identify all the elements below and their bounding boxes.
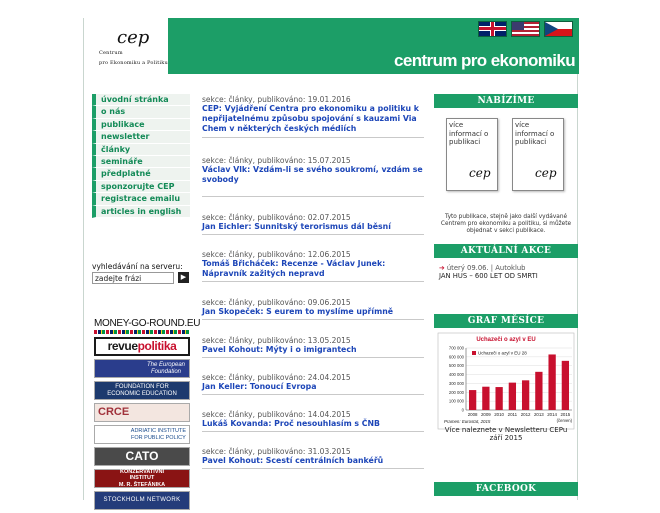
article-meta: sekce: články, publikováno: 12.06.2015 bbox=[202, 250, 351, 259]
chart-x-tick-label: 2015 bbox=[560, 412, 571, 417]
offer-box bbox=[434, 94, 578, 238]
chart-legend-swatch bbox=[472, 351, 476, 355]
cz-flag-icon[interactable] bbox=[544, 21, 573, 37]
arrow-right-icon: ➔ bbox=[439, 264, 445, 272]
chart-y-tick-label: 100 000 bbox=[448, 398, 464, 404]
article-meta: sekce: články, publikováno: 13.05.2015 bbox=[202, 336, 351, 345]
chart-legend-label: Uchazeči o azyl v EU 28 bbox=[478, 350, 527, 356]
event-date: úterý 09.06. | Autoklub bbox=[446, 264, 526, 272]
header bbox=[84, 18, 648, 74]
logo-text bbox=[99, 48, 168, 68]
offer-text: Tyto publikace, stejně jako další vydávané Centrem pro ekonomiku a politiku, si můžete objednat v sekci publikace. bbox=[440, 214, 572, 234]
chart-heading: GRAF MĚSÍCE bbox=[434, 314, 578, 328]
publication-cover[interactable] bbox=[446, 118, 498, 191]
adriatic-line-2: FOR PUBLIC POLICY bbox=[131, 434, 186, 441]
event-item[interactable] bbox=[434, 258, 578, 280]
event-title: JAN HUS – 600 LET OD SMRTI bbox=[439, 272, 538, 280]
main-nav bbox=[92, 94, 190, 218]
article-title-link[interactable]: Jan Skopeček: S eurem to myslíme upřímně bbox=[202, 307, 394, 316]
chart-x-tick-label: 2009 bbox=[480, 412, 491, 417]
chart-x-tick-label: 2014 bbox=[547, 412, 558, 417]
article-title-link[interactable]: Jan Eichler: Sunnitský terorismus dál běsní bbox=[202, 222, 391, 231]
article-meta: sekce: články, publikováno: 31.03.2015 bbox=[202, 447, 351, 456]
article-meta: sekce: články, publikováno: 02.07.2015 bbox=[202, 213, 351, 222]
kons-line-3: M. R. ŠTEFÁNIKA bbox=[118, 481, 166, 488]
article-title-link[interactable]: Lukáš Kovanda: Proč nesouhlasím s ČNB bbox=[202, 419, 380, 428]
adriatic-institute-logo[interactable] bbox=[94, 425, 190, 444]
fee-line-2: ECONOMIC EDUCATION bbox=[107, 390, 177, 397]
chart-wrap[interactable] bbox=[434, 332, 578, 432]
list-item bbox=[202, 156, 424, 197]
politika-word: politika bbox=[137, 339, 177, 354]
nav-item-newsletter[interactable]: newsletter bbox=[92, 131, 190, 143]
events-box bbox=[434, 244, 578, 280]
search-input[interactable] bbox=[92, 272, 174, 284]
tef-line-1: The European bbox=[146, 362, 185, 368]
list-item bbox=[202, 298, 424, 320]
nav-item-english-articles[interactable]: articles in english bbox=[92, 206, 190, 218]
revue-politika-logo[interactable] bbox=[94, 337, 190, 356]
chart-bar bbox=[548, 354, 555, 410]
us-flag-icon[interactable] bbox=[511, 21, 540, 37]
chart-x-tick-label: 2012 bbox=[520, 412, 531, 417]
nav-item-sponsor[interactable]: sponzorujte CEP bbox=[92, 181, 190, 193]
chart-x-tick-label: 2008 bbox=[467, 412, 478, 417]
logo-mark: cep bbox=[117, 27, 150, 48]
article-meta: sekce: články, publikováno: 09.06.2015 bbox=[202, 298, 351, 307]
nav-item-seminars[interactable]: semináře bbox=[92, 156, 190, 168]
nav-item-email-registration[interactable]: registrace emailu bbox=[92, 193, 190, 205]
article-title-link[interactable]: CEP: Vyjádření Centra pro ekonomiku a politiku k nepřijatelnému způsobu spojování s kauzami Via Chem v některých českých médiích bbox=[202, 104, 419, 133]
list-item bbox=[202, 336, 424, 358]
stockholm-network-logo[interactable]: STOCKHOLM NETWORK bbox=[94, 491, 190, 510]
fee-logo[interactable] bbox=[94, 381, 190, 400]
chart-bar bbox=[522, 380, 529, 410]
chart-y-tick-label: 400 000 bbox=[448, 372, 464, 378]
eu-flags-strip bbox=[94, 330, 190, 334]
partner-logos bbox=[94, 318, 201, 513]
fee-line-1: FOUNDATION FOR bbox=[115, 384, 169, 390]
header-banner bbox=[168, 18, 648, 74]
nav-item-publications[interactable]: publikace bbox=[92, 119, 190, 131]
article-meta: sekce: články, publikováno: 19.01.2016 bbox=[202, 95, 351, 104]
kons-line-2: INSTITUT bbox=[129, 475, 155, 482]
chart-footer-line-1[interactable]: Více naleznete v Newsletteru CEPu bbox=[444, 426, 568, 434]
crce-logo[interactable]: CRCE bbox=[94, 403, 190, 422]
article-title-link[interactable]: Tomáš Břicháček: Recenze - Václav Junek: Nápravník zažitých nepravd bbox=[202, 259, 386, 278]
article-meta: sekce: články, publikováno: 15.07.2015 bbox=[202, 156, 351, 165]
asylum-chart bbox=[434, 332, 578, 432]
article-meta: sekce: články, publikováno: 14.04.2015 bbox=[202, 410, 351, 419]
revue-word: revue bbox=[107, 339, 138, 354]
chart-title: Uchazeči o azyl v EU bbox=[476, 337, 536, 343]
logo-line-1: Centrum bbox=[99, 50, 123, 56]
publication-logo: cep bbox=[535, 166, 557, 180]
list-item bbox=[202, 447, 424, 469]
list-item bbox=[202, 250, 424, 282]
chart-y-tick-label: 200 000 bbox=[448, 389, 464, 395]
site-slogan: centrum pro ekonomiku a politiku bbox=[394, 51, 648, 70]
chart-bar bbox=[469, 390, 476, 410]
article-title-link[interactable]: Václav Vlk: Vzdám-li se svého soukromí, vzdám se svobody bbox=[202, 165, 423, 184]
uk-flag-icon[interactable] bbox=[478, 21, 507, 37]
list-item bbox=[202, 213, 424, 235]
list-item bbox=[202, 95, 424, 138]
adriatic-line-1: ADRIATIC INSTITUTE bbox=[130, 428, 186, 434]
chart-footer-line-2: září 2015 bbox=[489, 434, 523, 442]
chart-source: Pramen: Eurostat, 2015 bbox=[444, 419, 491, 424]
cato-institute-logo[interactable]: CATO bbox=[94, 447, 190, 466]
facebook-box bbox=[434, 482, 578, 496]
european-foundation-logo[interactable] bbox=[94, 359, 190, 378]
list-item bbox=[202, 410, 424, 432]
chart-footer bbox=[434, 426, 578, 442]
article-title-link[interactable]: Pavel Kohout: Mýty i o imigrantech bbox=[202, 345, 357, 354]
article-list bbox=[202, 95, 424, 469]
konzervativni-institut-logo[interactable] bbox=[94, 469, 190, 488]
offer-body bbox=[434, 108, 578, 238]
events-heading: AKTUÁLNÍ AKCE bbox=[434, 244, 578, 258]
chart-bar bbox=[495, 387, 502, 410]
chart-y-tick-label: 600 000 bbox=[448, 354, 464, 360]
nav-item-about[interactable]: o nás bbox=[92, 106, 190, 118]
chart-x-tick-label: 2013 bbox=[533, 412, 544, 417]
left-column bbox=[92, 94, 201, 504]
logo-line-2: pro Ekonomiku a Politiku bbox=[99, 60, 168, 66]
nav-item-subscription[interactable]: předplatné bbox=[92, 168, 190, 180]
chart-y-tick-label: 700 000 bbox=[448, 345, 464, 351]
language-flags bbox=[478, 21, 573, 37]
chart-bar bbox=[509, 383, 516, 410]
facebook-heading: FACEBOOK bbox=[434, 482, 578, 496]
chart-y-tick-label: 0 bbox=[461, 407, 464, 413]
page bbox=[83, 18, 648, 504]
list-item bbox=[202, 373, 424, 395]
article-meta: sekce: články, publikováno: 24.04.2015 bbox=[202, 373, 351, 382]
chart-x-tick-label: 2011 bbox=[507, 412, 518, 417]
chart-bar bbox=[562, 361, 569, 410]
publication-alt-text: více informací o publikaci bbox=[449, 121, 489, 146]
search-label: vyhledávání na serveru: bbox=[92, 262, 183, 271]
chart-x-tick-label: 2010 bbox=[494, 412, 505, 417]
chart-y-tick-label: 500 000 bbox=[448, 363, 464, 369]
publication-cover[interactable] bbox=[512, 118, 564, 191]
chart-category-note: (červen) bbox=[556, 418, 572, 423]
search-button[interactable] bbox=[178, 272, 189, 283]
article-title-link[interactable]: Jan Keller: Tonoucí Evropa bbox=[202, 382, 317, 391]
arrow-right-icon: ▶ bbox=[180, 273, 187, 281]
right-column bbox=[434, 94, 578, 494]
chart-of-month-box bbox=[434, 314, 578, 432]
article-title-link[interactable]: Pavel Kohout: Scestí centrálních bankéřů bbox=[202, 456, 384, 465]
chart-bar bbox=[482, 387, 489, 410]
chart-bar bbox=[535, 372, 542, 410]
tef-line-2: Foundation bbox=[150, 368, 181, 375]
offer-heading: NABÍZÍME bbox=[434, 94, 578, 108]
chart-y-tick-label: 300 000 bbox=[448, 380, 464, 386]
nav-item-home[interactable]: úvodní stránka bbox=[92, 94, 190, 106]
money-go-round-link[interactable]: MONEY-GO-ROUND.EU bbox=[94, 318, 201, 329]
nav-item-articles[interactable]: články bbox=[92, 144, 190, 156]
kons-line-1: KONZERVATIVNÍ bbox=[119, 468, 164, 475]
site-logo[interactable] bbox=[84, 18, 168, 74]
publication-logo: cep bbox=[469, 166, 491, 180]
publication-alt-text: více informací o publikaci bbox=[515, 121, 555, 146]
